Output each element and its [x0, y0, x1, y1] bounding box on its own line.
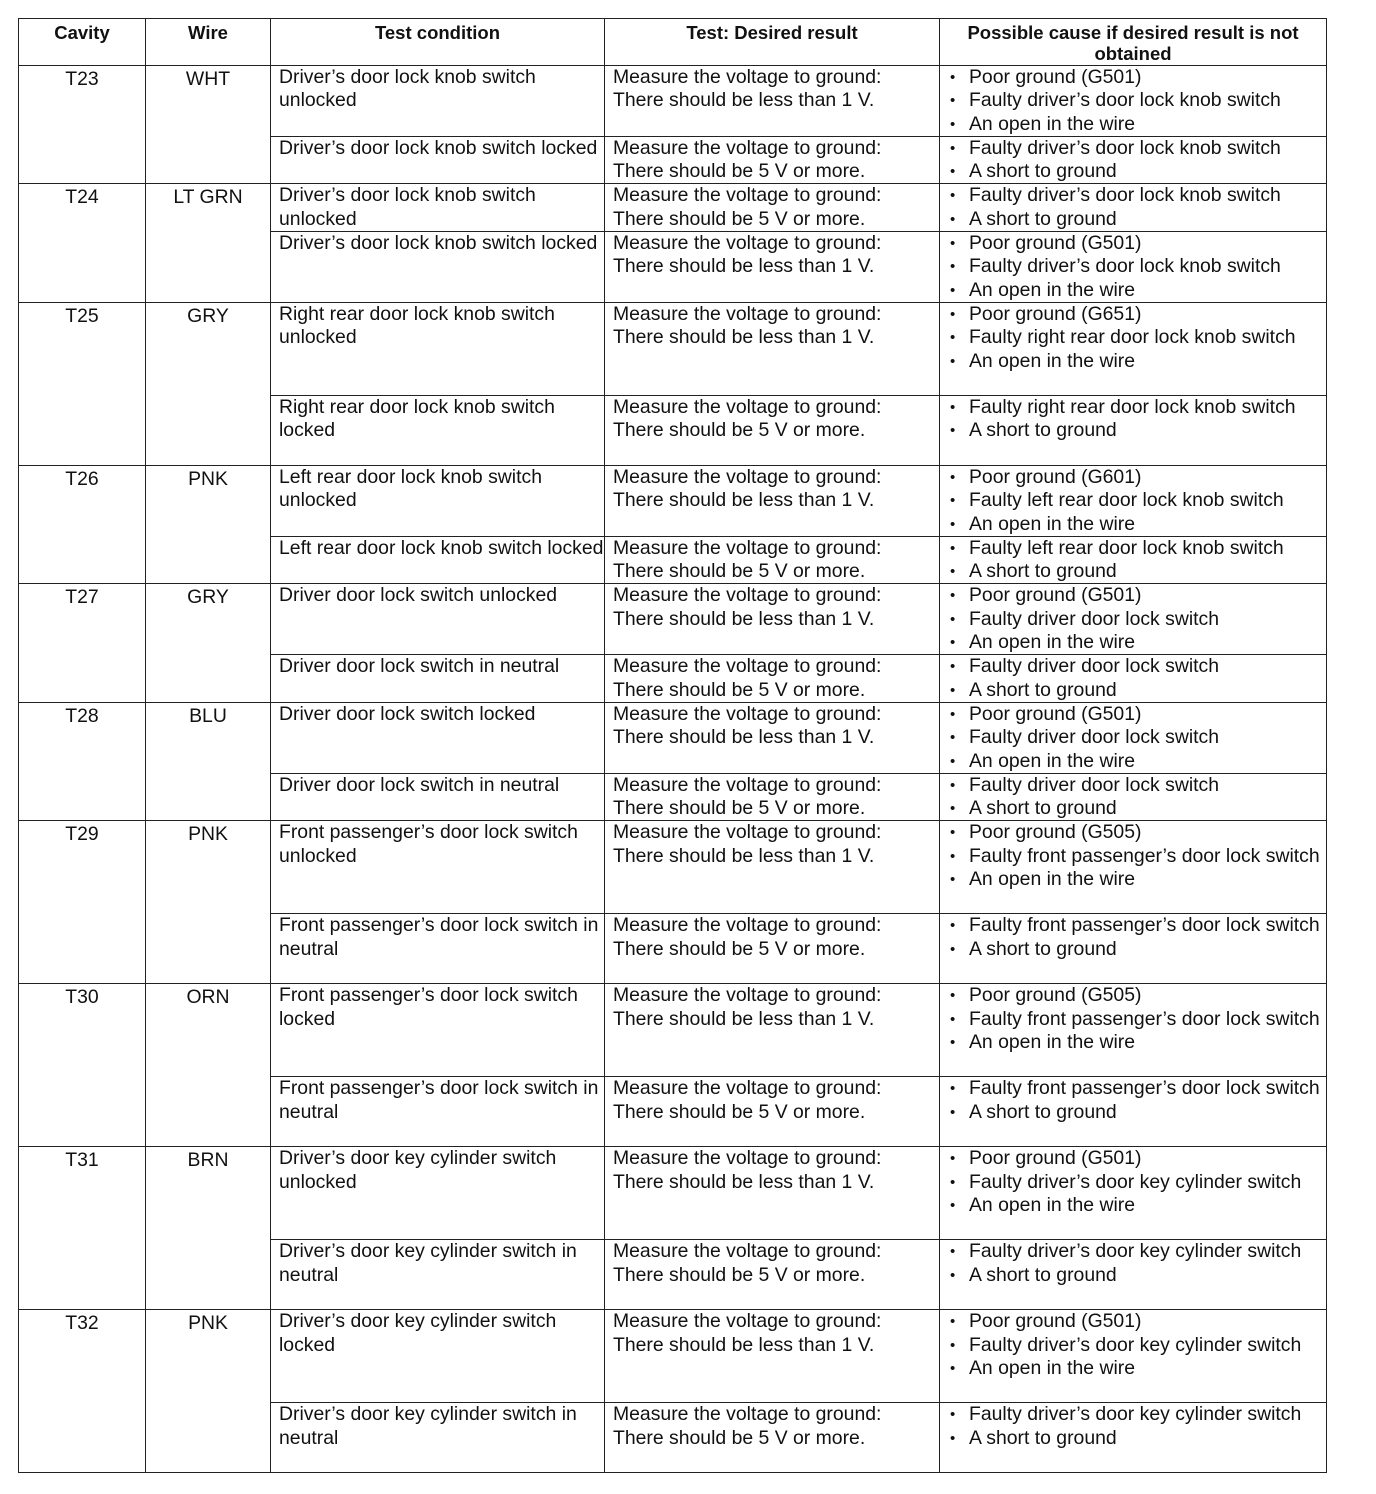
cause-item: • A short to ground	[948, 797, 1326, 820]
test-condition-cell: Driver’s door lock knob switch locked	[271, 136, 605, 184]
cause-item: • Faulty front passenger’s door lock switch	[948, 1008, 1326, 1031]
cause-list	[948, 184, 1326, 231]
result-line: Measure the voltage to ground:	[613, 1147, 882, 1170]
cause-item: • Faulty driver door lock switch	[948, 655, 1326, 678]
result-line: Measure the voltage to ground:	[613, 465, 882, 488]
result-line: There should be 5 V or more.	[613, 1263, 866, 1286]
desired-result-cell	[605, 66, 940, 137]
table-row	[19, 465, 1327, 536]
possible-cause-cell	[940, 302, 1327, 395]
result-line: Measure the voltage to ground:	[613, 1077, 882, 1100]
cavity-cell: T32	[19, 1310, 146, 1473]
desired-result-cell	[605, 232, 940, 303]
result-line: There should be less than 1 V.	[613, 489, 875, 512]
possible-cause-cell	[940, 136, 1327, 184]
cavity-cell: T30	[19, 984, 146, 1147]
wire-color-cell: LT GRN	[146, 184, 271, 302]
cavity-cell: T28	[19, 702, 146, 820]
test-table-sheet	[18, 18, 1326, 1473]
result-line: Measure the voltage to ground:	[613, 914, 882, 937]
cause-item: • A short to ground	[948, 679, 1326, 702]
cause-item: • Faulty driver’s door key cylinder switch	[948, 1403, 1326, 1426]
possible-cause-cell	[940, 1147, 1327, 1240]
header-possible-cause: Possible cause if desired result is not obtained	[940, 19, 1327, 66]
test-condition-cell: Front passenger’s door lock switch in neutral	[271, 914, 605, 984]
result-line: Measure the voltage to ground:	[613, 702, 882, 725]
result-line: There should be less than 1 V.	[613, 89, 875, 112]
cause-item: • An open in the wire	[948, 1194, 1326, 1217]
wire-color-cell: PNK	[146, 821, 271, 984]
desired-result-cell	[605, 914, 940, 984]
test-condition-cell: Driver door lock switch in neutral	[271, 655, 605, 703]
wire-color-cell: BLU	[146, 702, 271, 820]
result-line: Measure the voltage to ground:	[613, 232, 882, 255]
cause-item: • An open in the wire	[948, 513, 1326, 536]
possible-cause-cell	[940, 395, 1327, 465]
cause-item: • An open in the wire	[948, 750, 1326, 773]
cavity-test-table	[18, 18, 1327, 1473]
table-row	[19, 702, 1327, 773]
cause-item: • Poor ground (G601)	[948, 466, 1326, 489]
cause-item: • An open in the wire	[948, 1357, 1326, 1380]
test-condition-cell: Left rear door lock knob switch unlocked	[271, 465, 605, 536]
possible-cause-cell	[940, 232, 1327, 303]
test-condition-cell: Driver’s door key cylinder switch in neutral	[271, 1240, 605, 1310]
cavity-cell: T27	[19, 584, 146, 702]
test-condition-cell: Driver’s door lock knob switch unlocked	[271, 184, 605, 232]
test-condition-cell: Driver door lock switch in neutral	[271, 773, 605, 821]
result-line: Measure the voltage to ground:	[613, 821, 882, 844]
result-line: Measure the voltage to ground:	[613, 1240, 882, 1263]
cavity-cell: T23	[19, 66, 146, 184]
result-line: There should be 5 V or more.	[613, 1426, 866, 1449]
cause-item: • An open in the wire	[948, 279, 1326, 302]
table-row	[19, 302, 1327, 395]
cause-list	[948, 1147, 1326, 1217]
cause-item: • A short to ground	[948, 419, 1326, 442]
cause-list	[948, 1403, 1326, 1450]
cause-item: • Faulty driver’s door lock knob switch	[948, 255, 1326, 278]
cause-item: • Faulty driver door lock switch	[948, 608, 1326, 631]
result-line: There should be 5 V or more.	[613, 797, 866, 820]
desired-result-cell	[605, 1147, 940, 1240]
result-line: There should be less than 1 V.	[613, 1170, 875, 1193]
cause-list	[948, 821, 1326, 891]
header-desired-result: Test: Desired result	[605, 19, 940, 66]
test-condition-cell: Driver door lock switch unlocked	[271, 584, 605, 655]
result-line: There should be less than 1 V.	[613, 844, 875, 867]
test-condition-cell: Driver’s door lock knob switch locked	[271, 232, 605, 303]
test-condition-cell: Front passenger’s door lock switch locked	[271, 984, 605, 1077]
cavity-cell: T24	[19, 184, 146, 302]
wire-color-cell: BRN	[146, 1147, 271, 1310]
cause-item: • An open in the wire	[948, 1031, 1326, 1054]
result-line: Measure the voltage to ground:	[613, 302, 882, 325]
cause-item: • Faulty right rear door lock knob switch	[948, 326, 1326, 349]
result-line: Measure the voltage to ground:	[613, 395, 882, 418]
possible-cause-cell	[940, 536, 1327, 584]
cause-list	[948, 914, 1326, 961]
table-header-row	[19, 19, 1327, 66]
cause-list	[948, 66, 1326, 136]
possible-cause-cell	[940, 773, 1327, 821]
possible-cause-cell	[940, 702, 1327, 773]
cavity-cell: T31	[19, 1147, 146, 1310]
cause-item: • Faulty left rear door lock knob switch	[948, 489, 1326, 512]
table-row	[19, 821, 1327, 914]
desired-result-cell	[605, 1403, 940, 1473]
test-condition-cell: Driver’s door key cylinder switch unlocked	[271, 1147, 605, 1240]
header-wire: Wire	[146, 19, 271, 66]
cause-item: • Faulty left rear door lock knob switch	[948, 537, 1326, 560]
result-line: Measure the voltage to ground:	[613, 136, 882, 159]
wire-color-cell: ORN	[146, 984, 271, 1147]
result-line: Measure the voltage to ground:	[613, 984, 882, 1007]
cause-list	[948, 1310, 1326, 1380]
desired-result-cell	[605, 1077, 940, 1147]
table-row	[19, 66, 1327, 137]
result-line: Measure the voltage to ground:	[613, 66, 882, 88]
cause-item: • Poor ground (G501)	[948, 232, 1326, 255]
desired-result-cell	[605, 655, 940, 703]
table-row	[19, 184, 1327, 232]
table-body	[19, 66, 1327, 1473]
cavity-cell: T26	[19, 465, 146, 583]
desired-result-cell	[605, 1240, 940, 1310]
cause-list	[948, 1077, 1326, 1124]
result-line: There should be 5 V or more.	[613, 937, 866, 960]
cause-list	[948, 655, 1326, 702]
test-condition-cell: Driver’s door lock knob switch unlocked	[271, 66, 605, 137]
cause-item: • A short to ground	[948, 208, 1326, 231]
cause-list	[948, 137, 1326, 184]
cause-list	[948, 466, 1326, 536]
cause-item: • Poor ground (G651)	[948, 303, 1326, 326]
cause-list	[948, 984, 1326, 1054]
cause-item: • Faulty driver’s door lock knob switch	[948, 137, 1326, 160]
result-line: Measure the voltage to ground:	[613, 584, 882, 607]
result-line: There should be 5 V or more.	[613, 207, 866, 230]
cause-item: • Faulty driver door lock switch	[948, 726, 1326, 749]
cause-item: • An open in the wire	[948, 350, 1326, 373]
possible-cause-cell	[940, 821, 1327, 914]
cause-list	[948, 396, 1326, 443]
desired-result-cell	[605, 584, 940, 655]
test-condition-cell: Right rear door lock knob switch unlocked	[271, 302, 605, 395]
desired-result-cell	[605, 302, 940, 395]
possible-cause-cell	[940, 465, 1327, 536]
desired-result-cell	[605, 984, 940, 1077]
cause-item: • An open in the wire	[948, 868, 1326, 891]
cause-list	[948, 774, 1326, 821]
desired-result-cell	[605, 536, 940, 584]
table-row	[19, 1147, 1327, 1240]
result-line: Measure the voltage to ground:	[613, 1403, 882, 1426]
desired-result-cell	[605, 465, 940, 536]
cause-list	[948, 232, 1326, 302]
cause-list	[948, 303, 1326, 373]
cause-item: • A short to ground	[948, 1264, 1326, 1287]
result-line: There should be less than 1 V.	[613, 607, 875, 630]
test-condition-cell: Right rear door lock knob switch locked	[271, 395, 605, 465]
possible-cause-cell	[940, 914, 1327, 984]
test-condition-cell: Front passenger’s door lock switch in neutral	[271, 1077, 605, 1147]
cause-item: • Poor ground (G505)	[948, 984, 1326, 1007]
cause-item: • An open in the wire	[948, 631, 1326, 654]
cause-item: • An open in the wire	[948, 113, 1326, 136]
cause-list	[948, 703, 1326, 773]
cause-item: • Faulty right rear door lock knob switch	[948, 396, 1326, 419]
test-condition-cell: Driver door lock switch locked	[271, 702, 605, 773]
result-line: There should be 5 V or more.	[613, 1100, 866, 1123]
desired-result-cell	[605, 773, 940, 821]
desired-result-cell	[605, 1310, 940, 1403]
wire-color-cell: GRY	[146, 584, 271, 702]
possible-cause-cell	[940, 984, 1327, 1077]
desired-result-cell	[605, 136, 940, 184]
result-line: Measure the voltage to ground:	[613, 773, 882, 796]
cause-item: • Faulty front passenger’s door lock switch	[948, 914, 1326, 937]
result-line: There should be less than 1 V.	[613, 326, 875, 349]
desired-result-cell	[605, 702, 940, 773]
possible-cause-cell	[940, 1403, 1327, 1473]
cause-item: • A short to ground	[948, 938, 1326, 961]
cause-item: • Poor ground (G501)	[948, 66, 1326, 89]
cause-item: • Poor ground (G501)	[948, 703, 1326, 726]
cause-item: • Faulty front passenger’s door lock switch	[948, 1077, 1326, 1100]
result-line: There should be 5 V or more.	[613, 160, 866, 183]
test-condition-cell: Front passenger’s door lock switch unlocked	[271, 821, 605, 914]
result-line: Measure the voltage to ground:	[613, 655, 882, 678]
cause-list	[948, 584, 1326, 654]
cause-item: • Faulty front passenger’s door lock switch	[948, 845, 1326, 868]
cause-item: • Poor ground (G501)	[948, 1147, 1326, 1170]
test-condition-cell: Driver’s door key cylinder switch locked	[271, 1310, 605, 1403]
cause-item: • A short to ground	[948, 560, 1326, 583]
header-test-condition: Test condition	[271, 19, 605, 66]
possible-cause-cell	[940, 1077, 1327, 1147]
cause-item: • Poor ground (G501)	[948, 584, 1326, 607]
table-row	[19, 1310, 1327, 1403]
cavity-cell: T25	[19, 302, 146, 465]
cause-item: • Faulty driver’s door key cylinder switch	[948, 1240, 1326, 1263]
possible-cause-cell	[940, 1310, 1327, 1403]
possible-cause-cell	[940, 184, 1327, 232]
result-line: There should be less than 1 V.	[613, 1333, 875, 1356]
cause-list	[948, 537, 1326, 584]
possible-cause-cell	[940, 1240, 1327, 1310]
cause-item: • Poor ground (G501)	[948, 1310, 1326, 1333]
test-condition-cell: Driver’s door key cylinder switch in neutral	[271, 1403, 605, 1473]
cause-item: • Faulty driver’s door lock knob switch	[948, 89, 1326, 112]
cause-item: • A short to ground	[948, 160, 1326, 183]
possible-cause-cell	[940, 66, 1327, 137]
result-line: There should be 5 V or more.	[613, 419, 866, 442]
cause-item: • Poor ground (G505)	[948, 821, 1326, 844]
cause-item: • A short to ground	[948, 1427, 1326, 1450]
desired-result-cell	[605, 395, 940, 465]
result-line: There should be 5 V or more.	[613, 678, 866, 701]
cause-item: • Faulty driver door lock switch	[948, 774, 1326, 797]
cause-item: • A short to ground	[948, 1101, 1326, 1124]
table-row	[19, 584, 1327, 655]
result-line: Measure the voltage to ground:	[613, 1310, 882, 1333]
cause-item: • Faulty driver’s door key cylinder switch	[948, 1334, 1326, 1357]
desired-result-cell	[605, 184, 940, 232]
possible-cause-cell	[940, 655, 1327, 703]
test-condition-cell: Left rear door lock knob switch locked	[271, 536, 605, 584]
desired-result-cell	[605, 821, 940, 914]
wire-color-cell: GRY	[146, 302, 271, 465]
wire-color-cell: WHT	[146, 66, 271, 184]
wire-color-cell: PNK	[146, 465, 271, 583]
cavity-cell: T29	[19, 821, 146, 984]
result-line: Measure the voltage to ground:	[613, 536, 882, 559]
result-line: There should be less than 1 V.	[613, 1007, 875, 1030]
possible-cause-cell	[940, 584, 1327, 655]
header-cavity: Cavity	[19, 19, 146, 66]
table-row	[19, 984, 1327, 1077]
cause-item: • Faulty driver’s door key cylinder switch	[948, 1171, 1326, 1194]
result-line: There should be less than 1 V.	[613, 255, 875, 278]
result-line: Measure the voltage to ground:	[613, 184, 882, 207]
cause-item: • Faulty driver’s door lock knob switch	[948, 184, 1326, 207]
result-line: There should be 5 V or more.	[613, 560, 866, 583]
cause-list	[948, 1240, 1326, 1287]
wire-color-cell: PNK	[146, 1310, 271, 1473]
result-line: There should be less than 1 V.	[613, 726, 875, 749]
